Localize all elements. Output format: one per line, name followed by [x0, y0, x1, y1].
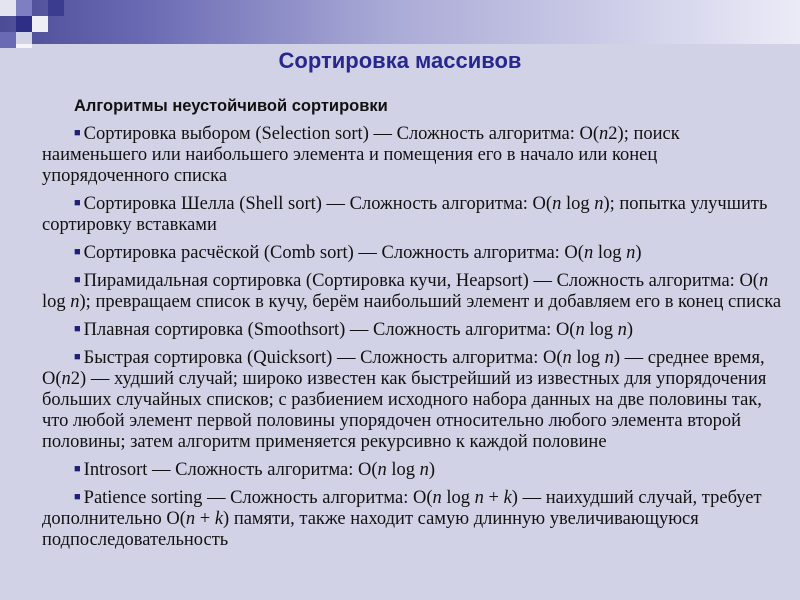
list-item: ■ Сортировка Шелла (Shell sort) — Сложность алгоритма: O(n log n); попытка улучшить сортировку вставками [42, 194, 768, 235]
square-bullet-icon: ■ [74, 197, 81, 209]
square-bullet-icon: ■ [74, 463, 81, 475]
list-item: ■ Сортировка выбором (Selection sort) — Сложность алгоритма: O(n2); поиск наименьшего или наибольшего элемента и помещения его в начало или конец упорядоченного списка [42, 124, 680, 186]
top-gradient-band [0, 0, 800, 44]
list-item: ■ Сортировка расчёской (Comb sort) — Сложность алгоритма: O(n log n) [42, 242, 782, 264]
corner-squares-decoration [0, 0, 64, 48]
square-bullet-icon: ■ [74, 323, 81, 335]
list-item: ■ Быстрая сортировка (Quicksort) — Сложность алгоритма: O(n log n) — среднее время, O(n2) — худший случай; широко известен как быстрейший из известных для упорядочения больших случайных списков; с разбиением исходного набора данных на две половины так, что любой элемент первой половины упорядочен относительно любого элемента второй половины; затем алгоритм применяется рекурсивно к каждой половине [42, 348, 767, 452]
square-bullet-icon: ■ [74, 351, 81, 363]
section-heading: Алгоритмы неустойчивой сортировки [74, 97, 388, 115]
square-bullet-icon: ■ [74, 246, 81, 258]
slide-content [42, 96, 782, 557]
list-item: ■ Пирамидальная сортировка (Сортировка кучи, Heapsort) — Сложность алгоритма: O(n log n); превращаем список в кучу, берём наибольший элемент и добавляем его в конец списка [42, 271, 782, 312]
list-item: ■ Плавная сортировка (Smoothsort) — Сложность алгоритма: O(n log n) [42, 319, 782, 341]
slide-title: Сортировка массивов [278, 48, 522, 73]
square-bullet-icon: ■ [74, 127, 81, 139]
square-bullet-icon: ■ [74, 274, 81, 286]
list-item: ■ Patience sorting — Сложность алгоритма: O(n log n + k) — наихудший случай, требует дополнительно O(n + k) памяти, также находит самую длинную увеличивающуюся подпоследовательность [42, 488, 762, 550]
list-item: ■ Introsort — Сложность алгоритма: O(n log n) [42, 459, 782, 481]
square-bullet-icon: ■ [74, 491, 81, 503]
